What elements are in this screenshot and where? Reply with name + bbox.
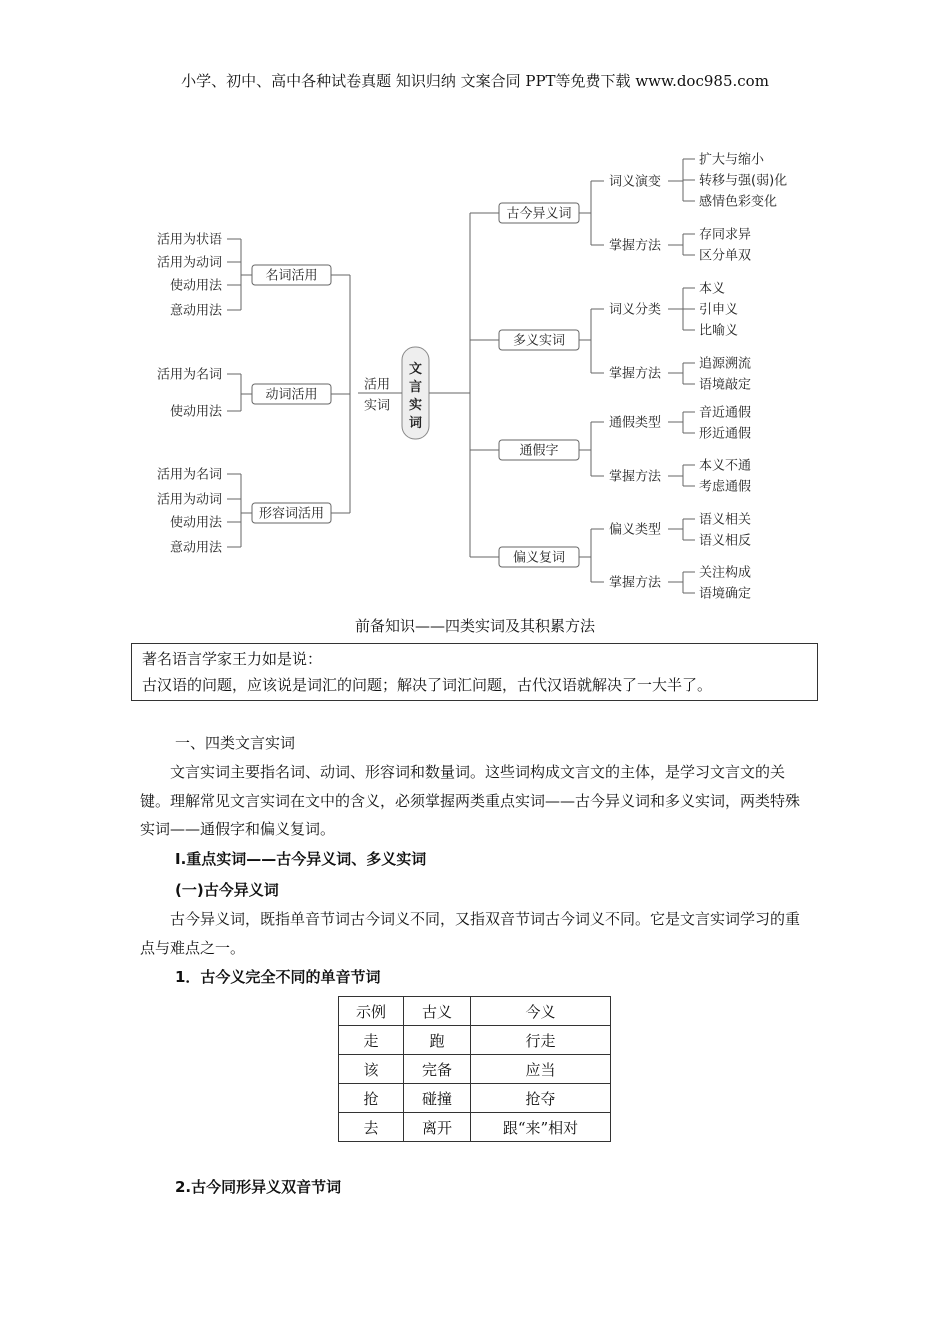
leaf-label: 转移与强(弱)化 bbox=[699, 173, 788, 189]
right-group-box-label: 古今异义词 bbox=[506, 206, 572, 222]
right-group-box-label: 多义实词 bbox=[512, 333, 566, 349]
table-cell: 该 bbox=[339, 1055, 404, 1084]
sub-label: 掌握方法 bbox=[609, 366, 662, 382]
table-cell: 碰撞 bbox=[404, 1084, 471, 1113]
leaf-label: 语义相反 bbox=[699, 533, 752, 549]
right-group-box-label: 偏义复词 bbox=[512, 550, 566, 566]
leaf-label: 考虑通假 bbox=[699, 479, 752, 495]
table-cell: 走 bbox=[339, 1026, 404, 1055]
leaf-label: 扩大与缩小 bbox=[699, 152, 765, 168]
middle-label: 实词 bbox=[363, 398, 391, 414]
center-node-char: 实 bbox=[408, 398, 423, 413]
leaf-label: 感情色彩变化 bbox=[699, 194, 778, 210]
paragraph-1: 文言实词主要指名词、动词、形容词和数量词。这些词构成文言文的主体，是学习文言文的关键。理解常见文言实词在文中的含义，必须掌握两类重点实词——古今异义词和多义实词，两类特殊实词——通假字和偏义复词。 bbox=[140, 763, 801, 838]
right-group-box-label: 通假字 bbox=[519, 443, 559, 459]
left-item-label: 意动用法 bbox=[169, 540, 222, 556]
middle-label: 活用 bbox=[363, 377, 391, 393]
left-item-label: 使动用法 bbox=[169, 404, 222, 420]
table-cell: 抢 bbox=[339, 1084, 404, 1113]
word-table bbox=[338, 996, 611, 1142]
heading-I: Ⅰ.重点实词——古今异义词、多义实词 bbox=[175, 850, 427, 868]
table-header-row bbox=[339, 997, 611, 1026]
mind-map bbox=[0, 140, 950, 610]
sub-label: 掌握方法 bbox=[609, 469, 662, 485]
leaf-label: 形近通假 bbox=[699, 426, 752, 442]
leaf-label: 语境敲定 bbox=[699, 377, 752, 393]
table-cell: 跟“来”相对 bbox=[471, 1113, 611, 1142]
table-cell: 去 bbox=[339, 1113, 404, 1142]
center-node-char: 词 bbox=[408, 416, 423, 431]
sub-label: 词义演变 bbox=[609, 174, 662, 190]
subheading-1: 1．古今义完全不同的单音节词 bbox=[175, 968, 381, 986]
left-item-label: 使动用法 bbox=[169, 278, 222, 294]
leaf-label: 区分单双 bbox=[699, 248, 752, 264]
left-item-label: 活用为动词 bbox=[156, 492, 222, 508]
table-cell: 完备 bbox=[404, 1055, 471, 1084]
sub-label: 通假类型 bbox=[609, 415, 662, 431]
sub-label: 偏义类型 bbox=[609, 522, 662, 538]
left-item-label: 活用为状语 bbox=[156, 232, 222, 248]
heading-1: (一)古今异义词 bbox=[175, 881, 279, 899]
leaf-label: 关注构成 bbox=[699, 565, 752, 581]
table-row bbox=[339, 1055, 611, 1084]
table-row bbox=[339, 1084, 611, 1113]
leaf-label: 音近通假 bbox=[699, 405, 752, 421]
table-cell: 行走 bbox=[471, 1026, 611, 1055]
leaf-label: 语义相关 bbox=[699, 512, 752, 528]
leaf-label: 本义不通 bbox=[699, 458, 752, 474]
left-item-label: 活用为动词 bbox=[156, 255, 222, 271]
center-node-char: 文 bbox=[408, 362, 423, 377]
sub-label: 词义分类 bbox=[609, 302, 662, 318]
left-item-label: 活用为名词 bbox=[156, 367, 222, 383]
section-title: 一、四类文言实词 bbox=[175, 734, 296, 752]
quote-line-2: 古汉语的问题，应该说是词汇的问题；解决了词汇问题，古代汉语就解决了一大半了。 bbox=[142, 676, 713, 694]
leaf-label: 语境确定 bbox=[699, 586, 752, 602]
table-row bbox=[339, 1026, 611, 1055]
leaf-label: 比喻义 bbox=[699, 323, 739, 339]
left-item-label: 使动用法 bbox=[169, 515, 222, 531]
leaf-label: 引申义 bbox=[699, 302, 739, 318]
figure-caption: 前备知识——四类实词及其积累方法 bbox=[354, 617, 595, 635]
table-header: 示例 bbox=[339, 997, 404, 1026]
table-header: 古义 bbox=[404, 997, 471, 1026]
table-row bbox=[339, 1113, 611, 1142]
table-header: 今义 bbox=[471, 997, 611, 1026]
table-cell: 离开 bbox=[404, 1113, 471, 1142]
leaf-label: 追源溯流 bbox=[699, 356, 752, 372]
left-item-label: 意动用法 bbox=[169, 303, 222, 319]
leaf-label: 本义 bbox=[699, 281, 726, 297]
left-item-label: 活用为名词 bbox=[156, 467, 222, 483]
page-header: 小学、初中、高中各种试卷真题 知识归纳 文案合同 PPT等免费下载 www.doc985.com bbox=[181, 72, 769, 90]
quote-box bbox=[131, 643, 818, 701]
left-group-box-label: 名词活用 bbox=[265, 268, 318, 284]
sub-label: 掌握方法 bbox=[609, 238, 662, 254]
left-group-box-label: 动词活用 bbox=[265, 387, 318, 403]
sub-label: 掌握方法 bbox=[609, 575, 662, 591]
table-cell: 跑 bbox=[404, 1026, 471, 1055]
leaf-label: 存同求异 bbox=[699, 227, 752, 243]
center-node-char: 言 bbox=[408, 380, 423, 395]
left-group-box-label: 形容词活用 bbox=[258, 506, 325, 522]
table-cell: 抢夺 bbox=[471, 1084, 611, 1113]
quote-line-1: 著名语言学家王力如是说： bbox=[142, 650, 323, 668]
subheading-2: 2.古今同形异义双音节词 bbox=[175, 1178, 342, 1196]
paragraph-2: 古今异义词，既指单音节词古今词义不同，又指双音节词古今词义不同。它是文言实词学习的重点与难点之一。 bbox=[140, 910, 801, 957]
table-cell: 应当 bbox=[471, 1055, 611, 1084]
